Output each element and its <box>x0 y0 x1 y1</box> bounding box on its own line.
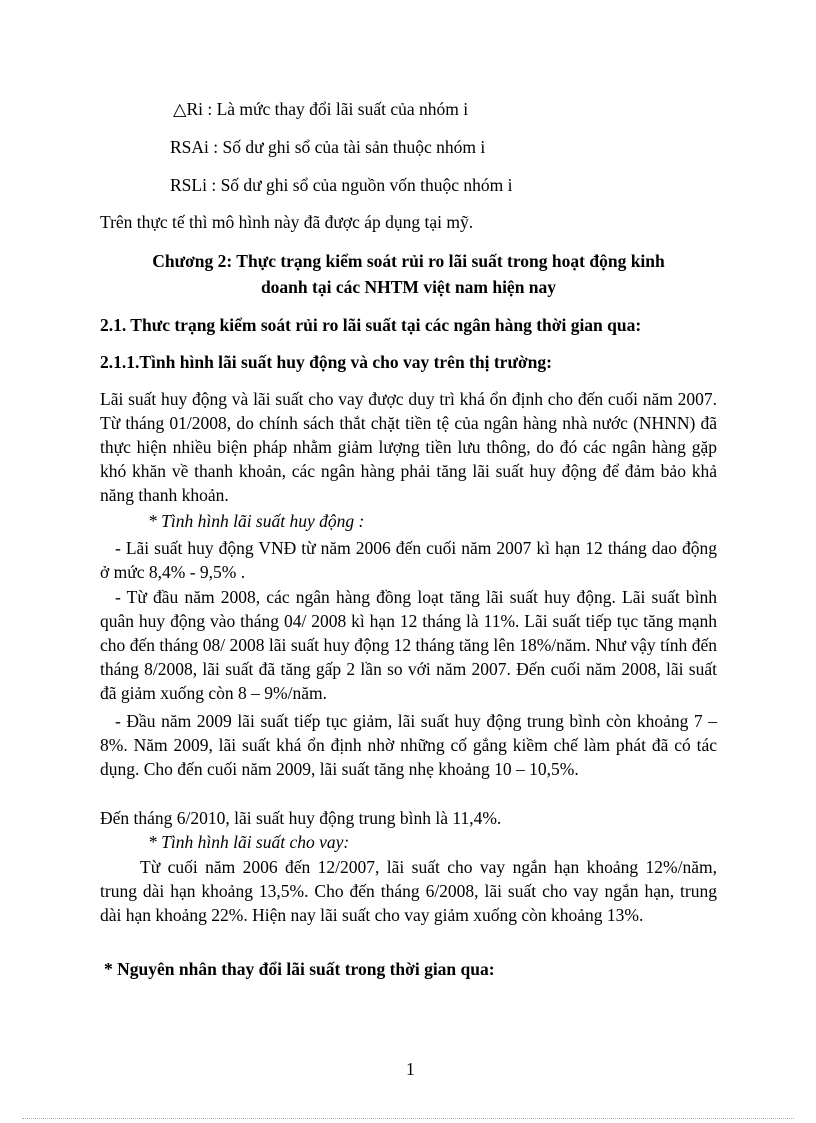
section-heading-2-1: 2.1. Thưc trạng kiểm soát rủi ro lãi suất tại các ngân hàng thời gian qua: <box>100 315 642 335</box>
paragraph-overview: Lãi suất huy động và lãi suất cho vay được duy trì khá ổn định cho đến cuối năm 2007. Từ tháng 01/2008, do chính sách thắt chặt tiền tệ của ngân hàng nhà nước (NHNN) đã thực hiện nhiều biện pháp nhằm giảm lượng tiền lưu thông, do đó các ngân hàng gặp khó khăn về thanh khoản, các ngân hàng phải tăng lãi suất huy động để đảm bảo khả năng thanh khoản. <box>100 389 717 505</box>
section-heading-2-1-1: 2.1.1.Tình hình lãi suất huy động và cho vay trên thị trường: <box>100 352 552 372</box>
bullet-deposit-2009: - Đầu năm 2009 lãi suất tiếp tục giảm, lãi suất huy động trung bình còn khoảng 7 – 8%. Năm 2009, lãi suất khá ổn định nhờ những cố gắng kiềm chế làm phát đã có tác dụng. Cho đến cuối năm 2009, lãi suất tăng nhẹ khoảng 10 – 10,5%. <box>100 711 717 779</box>
definition-rsai: RSAi : Số dư ghi sổ của tài sản thuộc nhóm i <box>170 137 486 157</box>
bullet-deposit-2008: - Từ đầu năm 2008, các ngân hàng đồng loạt tăng lãi suất huy động. Lãi suất bình quân huy động vào tháng 04/ 2008 kì hạn 12 tháng là 11%. Lãi suất tiếp tục tăng mạnh cho đến tháng 08/ 2008 lãi suất huy động 12 tháng tăng lên 18%/năm. Như vậy tính đến tháng 8/2008, lãi suất đã tăng gấp 2 lần so với năm 2007. Đến cuối năm 2008, lãi suất đã giảm xuống còn 8 – 9%/năm. <box>100 587 717 703</box>
page-bottom-divider <box>22 1118 794 1119</box>
definition-rsli: RSLi : Số dư ghi sổ của nguồn vốn thuộc nhóm i <box>170 175 513 195</box>
intro-line: Trên thực tế thì mô hình này đã được áp dụng tại mỹ. <box>100 212 474 232</box>
definition-delta-ri: △Ri : Là mức thay đổi lãi suất của nhóm i <box>173 99 469 119</box>
chapter-title-line2: doanh tại các NHTM việt nam hiện nay <box>260 277 557 297</box>
heading-deposit-rates: * Tình hình lãi suất huy động : <box>148 511 365 531</box>
heading-lending-rates: * Tình hình lãi suất cho vay: <box>148 832 350 852</box>
page-number: 1 <box>406 1059 415 1079</box>
paragraph-lending: Từ cuối năm 2006 đến 12/2007, lãi suất cho vay ngắn hạn khoảng 12%/năm, trung dài hạn khoảng 13,5%. Cho đến tháng 6/2008, lãi suất cho vay ngắn hạn, trung dài hạn khoảng 22%. Hiện nay lãi suất cho vay giảm xuống còn khoảng 13%. <box>100 857 717 925</box>
line-june-2010: Đến tháng 6/2010, lãi suất huy động trung bình là 11,4%. <box>100 808 502 828</box>
chapter-title-line1: Chương 2: Thực trạng kiểm soát rủi ro lãi suất trong hoạt động kinh <box>152 251 665 271</box>
heading-causes: * Nguyên nhân thay đổi lãi suất trong thời gian qua: <box>104 959 495 979</box>
bullet-deposit-2006-2007: - Lãi suất huy động VNĐ từ năm 2006 đến cuối năm 2007 kì hạn 12 tháng dao động ở mức 8,4% - 9,5% . <box>100 538 717 582</box>
